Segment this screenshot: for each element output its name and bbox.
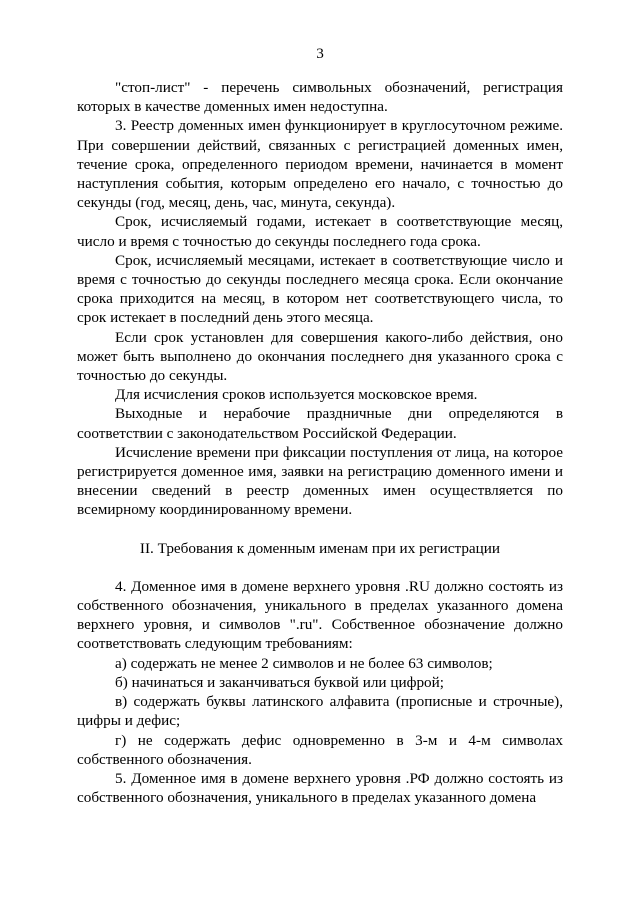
paragraph: а) содержать не менее 2 символов и не более 63 символов; (115, 654, 493, 672)
paragraph: 5. Доменное имя в домене верхнего уровня .РФ должно состоять из собственного обозначения, уникального в пределах указанного домена (77, 769, 563, 807)
paragraph: Срок, исчисляемый годами, истекает в соответствующие месяц, число и время с точностью до секунды последнего года срока. (77, 213, 563, 250)
paragraph: Для исчисления сроков используется московское время. (115, 386, 478, 404)
paragraph: б) начинаться и заканчиваться буквой или цифрой; (115, 673, 444, 691)
paragraph: г) не содержать дефис одновременно в 3-м и 4-м символах собственного обозначения. (77, 731, 563, 768)
paragraph: Если срок установлен для совершения какого-либо действия, оно может быть выполнено до окончания последнего дня указанного срока с точностью до секунды. (77, 328, 563, 385)
paragraph: в) содержать буквы латинского алфавита (прописные и строчные), цифры и дефис; (77, 693, 563, 730)
paragraph: Выходные и нерабочие праздничные дни определяются в соответствии с законодательством Российской Федерации. (77, 405, 563, 442)
section-heading: II. Требования к доменным именам при их регистрации (139, 539, 501, 557)
paragraph: 3. Реестр доменных имен функционирует в круглосуточном режиме. При совершении действий, связанных с регистрацией доменных имен, течение срока, определенного периодом времени, начинается в момент наступления события, которым определено его начало, с точностью до секунды (год, месяц, день, час, минута, секунда). (77, 117, 563, 212)
paragraph: Исчисление времени при фиксации поступления от лица, на которое регистрируется доменное имя, заявки на регистрацию доменного имени и внесении сведений в реестр доменных имен осуществляется по всемирному координированному времени. (77, 443, 563, 519)
page-number: 3 (316, 45, 324, 62)
paragraph: "стоп-лист" - перечень символьных обозначений, регистрация которых в качестве доменных имен недоступна. (77, 79, 563, 116)
paragraph: Срок, исчисляемый месяцами, истекает в соответствующие число и время с точностью до секунды последнего месяца срока. Если окончание срока приходится на месяц, в котором нет соответствующего числа, то срок истекает в последний день этого месяца. (77, 251, 563, 327)
paragraph-group-before (77, 78, 563, 520)
document-body (77, 78, 563, 807)
paragraph: 4. Доменное имя в домене верхнего уровня .RU должно состоять из собственного обозначения, уникального в пределах указанного домена верхнего уровня, и символов ".ru". Собственное обозначение должно соответствовать следующим требованиям: (77, 577, 563, 653)
paragraph-group-after (77, 577, 563, 807)
